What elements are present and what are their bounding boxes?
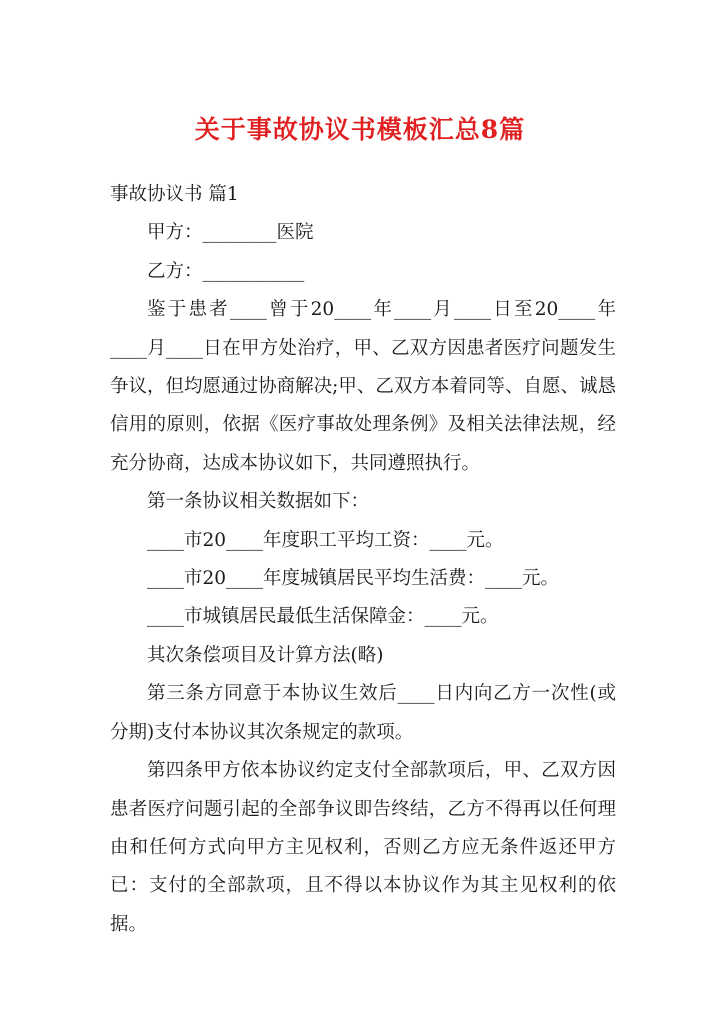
data-item-minimum-allowance: ____市城镇居民最低生活保障金：____元。 xyxy=(147,606,499,628)
data-item-average-wage: ____市20____年度职工平均工资：____元。 xyxy=(147,529,504,551)
party-a-line: 甲方：________医院 xyxy=(147,222,314,244)
article-4-paragraph: 第四条甲方依本协议约定支付全部款项后，甲、乙双方因患者医疗问题引起的全部争议即告终结，乙方不得再以任何理由和任何方式向甲方主见权利，否则乙方应无条件返还甲方已：支付的全部款项，且不得以本协议作为其主见权利的依据。 xyxy=(110,760,616,935)
preamble-paragraph: 鉴于患者____曾于20____年____月____日至20____年____月____日在甲方处治疗，甲、乙双方因患者医疗问题发生争议，但均愿通过协商解决;甲、乙双方本着同等、自愿、诚恳信用的原则，依据《医疗事故处理条例》及相关法律法规，经充分协商，达成本协议如下，共同遵照执行。 xyxy=(110,299,616,474)
document-body xyxy=(110,176,616,944)
article-1-heading: 第一条协议相关数据如下： xyxy=(147,491,370,513)
article-3-paragraph: 第三条方同意于本协议生效后____日内向乙方一次性(或分期)支付本协议其次条规定的款项。 xyxy=(110,683,616,743)
party-b-line: 乙方：___________ xyxy=(147,260,305,282)
article-2-paragraph: 其次条偿项目及计算方法(略) xyxy=(147,644,384,666)
document-title: 关于事故协议书模板汇总8篇 xyxy=(194,115,526,144)
section-heading: 事故协议书 篇1 xyxy=(110,184,239,205)
data-item-living-cost: ____市20____年度城镇居民平均生活费：____元。 xyxy=(147,568,560,590)
